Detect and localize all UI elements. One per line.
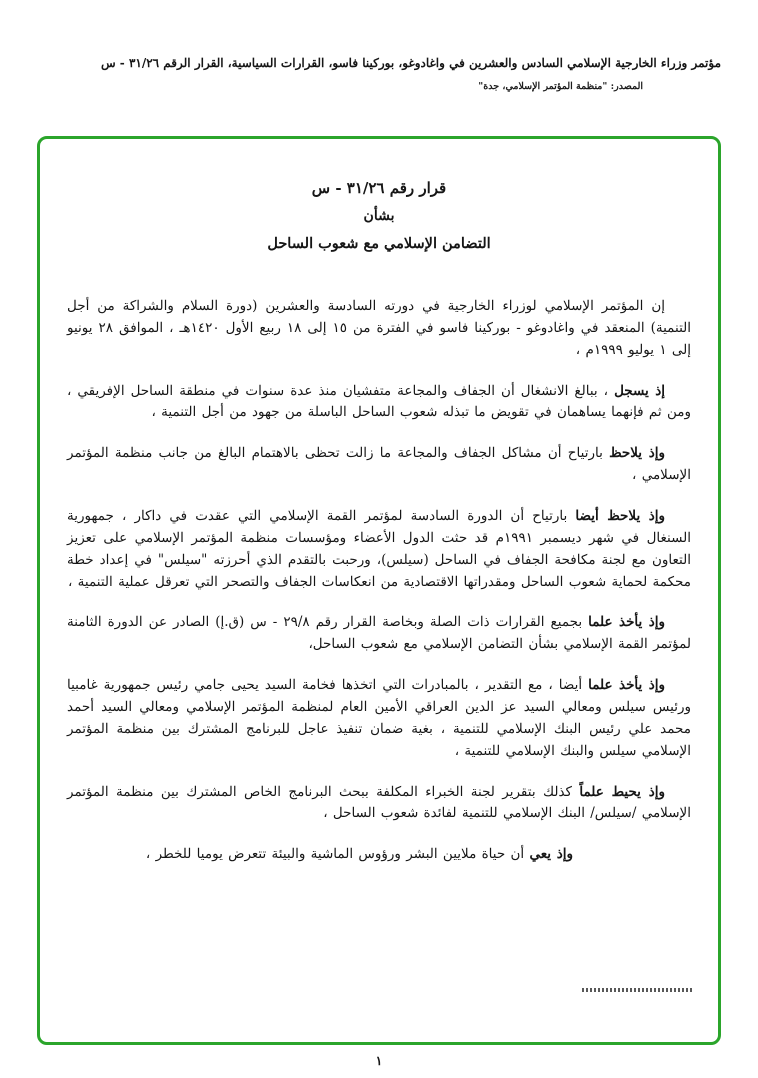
paragraph-text: أيضا ، مع التقدير ، بالمبادرات التي اتخذها فخامة السيد يحيى جامي رئيس جمهورية غامبيا ورئيس سيلس ومعالي السيد عز الدين العراقي الأمين العام لمنظمة المؤتمر الإسلامي ومعالي السيد أحمد محمد علي رئيس البنك الإسلامي للتنمية ، بغية ضمان تنفيذ عاجل للبرنامج المشترك بين منظمة المؤتمر الإسلامي سيلس والبنك الإسلامي للتنمية ، [67, 677, 691, 759]
paragraph-lead: وإذ يحيط علماً [579, 783, 665, 800]
resolution-title: قرار رقم ٣١/٢٦ - س [311, 179, 447, 197]
paragraph-lead: وإذ يأخذ علما [588, 677, 666, 694]
page-number: ١ [375, 1053, 383, 1068]
resolution-subject: التضامن الإسلامي مع شعوب الساحل [267, 235, 491, 252]
preamble-paragraph [67, 296, 691, 362]
resolution-regarding: بشأن [363, 208, 395, 224]
paragraph-text: أن حياة ملايين البشر ورؤوس الماشية والبيئة تتعرض يوميا للخطر ، [145, 846, 525, 863]
resolution-body [67, 296, 691, 866]
resolution-paragraph [67, 675, 691, 762]
resolution-frame [37, 136, 721, 1045]
resolution-paragraph [67, 782, 691, 826]
resolution-paragraph [67, 381, 691, 425]
paragraph-lead: وإذ يأخذ علما [588, 614, 665, 631]
paragraph-lead: وإذ يلاحظ [609, 445, 665, 462]
resolution-paragraph [67, 506, 691, 593]
paragraph-lead: وإذ يعي [529, 846, 573, 863]
document-header [30, 56, 721, 92]
paragraph-text: ، ببالغ الانشغال أن الجفاف والمجاعة متفشيان منذ عدة سنوات في منطقة الساحل الإفريقي ، ومن ثم فإنهما يساهمان في تقويض ما تبذله شعوب الساحل الباسلة من جهود من أجل التنمية ، [67, 382, 691, 421]
resolution-paragraph [67, 443, 691, 487]
source-line: المصدر: "منظمة المؤتمر الإسلامي، جدة" [478, 80, 643, 92]
fine-print-smudge [582, 988, 692, 992]
resolution-paragraph [67, 612, 691, 656]
paragraph-text: بجميع القرارات ذات الصلة وبخاصة القرار رقم ٢٩/٨ - س (ق.إ) الصادر عن الدورة الثامنة لمؤتمر القمة الإسلامي بشأن التضامن الإسلامي مع شعوب الساحل، [67, 614, 691, 653]
paragraph-lead: إذ يسجل [614, 382, 666, 399]
paragraph-text: كذلك بتقرير لجنة الخبراء المكلفة ببحث البرنامج الخاص المشترك بين منظمة المؤتمر الإسلامي /سيلس/ البنك الإسلامي للتنمية لفائدة شعوب الساحل ، [67, 783, 691, 822]
paragraph-text: بارتياح أن الدورة السادسة لمؤتمر القمة الإسلامي التي عقدت في داكار ، جمهورية السنغال في شهر ديسمبر ١٩٩١م قد حثت الدول الأعضاء ومؤسسات منظمة المؤتمر الإسلامي على تعزيز التعاون مع لجنة مكافحة الجفاف في الساحل (سيلس)، ورحبت بالتقدم الذي أحرزته "سيلس" في إعداد خطة محكمة لحماية شعوب الساحل ومقدراتها الاقتصادية من انعكاسات الجفاف والتصحر التي تعرقل عملية التنمية ، [67, 508, 691, 590]
paragraph-lead: وإذ يلاحظ أيضا [575, 508, 666, 525]
header-citation-line: مؤتمر وزراء الخارجية الإسلامي السادس والعشرين في واغادوغو، بوركينا فاسو، القرارات السياسية، القرار الرقم ٣١/٢٦ - س [100, 56, 721, 70]
resolution-paragraph [67, 844, 691, 866]
paragraph-text: إن المؤتمر الإسلامي لوزراء الخارجية في دورته السادسة والعشرين (دورة السلام والشراكة من أجل التنمية) المنعقد في واغادوغو - بوركينا فاسو في الفترة من ١٥ إلى ١٨ ربيع الأول ١٤٢٠هـ ، الموافق ٢٨ يونيو إلى ١ يوليو ١٩٩٩م ، [67, 298, 692, 358]
paragraph-text: بارتياح أن مشاكل الجفاف والمجاعة ما زالت تحظى بالاهتمام البالغ من جانب منظمة المؤتمر الإسلامي ، [67, 445, 691, 484]
